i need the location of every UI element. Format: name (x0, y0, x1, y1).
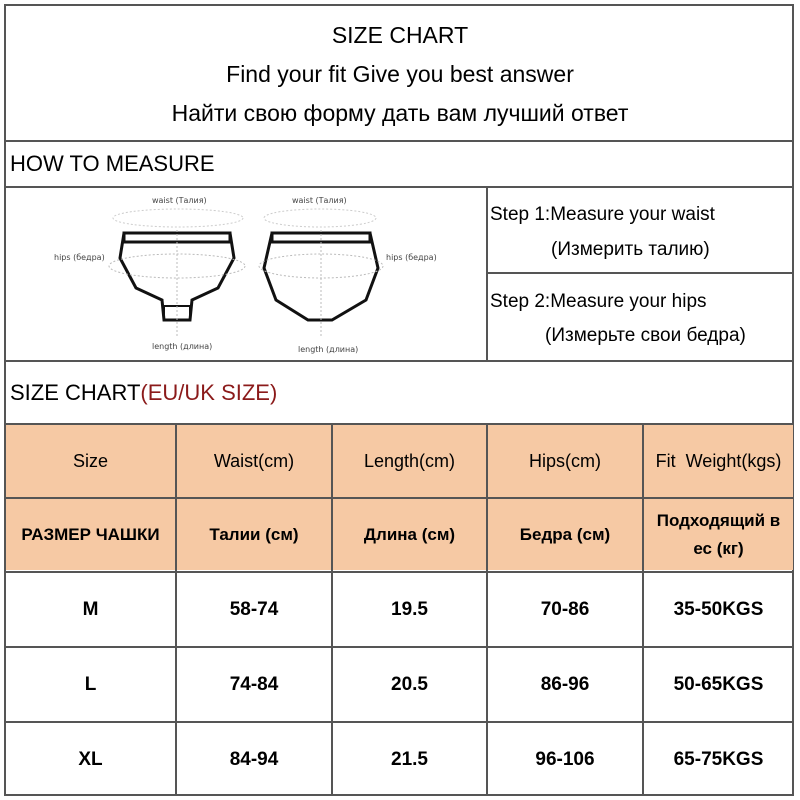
fit-weight-cell: 65-75KGS (673, 748, 764, 770)
column-header-fit-weight-ru: Подходящий в ес (кг) (656, 511, 781, 558)
column-header-waist: Waist(cm) (213, 450, 295, 471)
size-cell: XL (78, 748, 103, 770)
waist-cell: 74-84 (229, 673, 279, 695)
size-chart-heading (10, 380, 277, 406)
step-2-russian: (Измерьте свои бедра) (545, 325, 746, 346)
subtitle-english: Find your fit Give you best answer (226, 61, 574, 87)
column-header-length: Length(cm) (363, 450, 456, 471)
step-1-russian: (Измерить талию) (551, 239, 710, 260)
waist-label-left: waist (Талия) (152, 196, 207, 205)
waist-label-right: waist (Талия) (292, 196, 347, 205)
fit-weight-cell: 35-50KGS (673, 598, 764, 620)
hips-cell: 86-96 (540, 673, 590, 695)
length-cell: 21.5 (391, 748, 428, 770)
column-header-size: Size (72, 450, 108, 471)
length-label-left: length (длина) (152, 342, 213, 351)
how-to-measure-heading: HOW TO MEASURE (10, 151, 215, 176)
column-header-size-ru: РАЗМЕР ЧАШКИ (21, 525, 160, 544)
subtitle-russian: Найти свою форму дать вам лучший ответ (171, 100, 629, 126)
briefs-front-illustration (109, 209, 245, 338)
size-chart-heading-text: SIZE CHART (10, 380, 141, 405)
hips-label-left: hips (бедра) (54, 253, 105, 262)
step-2-english: Step 2:Measure your hips (490, 291, 707, 312)
length-label-right: length (длина) (298, 345, 359, 354)
hips-label-right: hips (бедра) (386, 253, 437, 262)
page-title: SIZE CHART (331, 22, 469, 48)
size-cell: M (82, 598, 99, 620)
length-cell: 20.5 (391, 673, 428, 695)
length-cell: 19.5 (391, 598, 428, 620)
measurement-diagram (40, 188, 470, 358)
size-chart-heading-accent: (EU/UK SIZE) (140, 380, 278, 405)
waist-cell: 84-94 (229, 748, 279, 770)
size-cell: L (84, 673, 97, 695)
column-header-waist-ru: Талии (см) (209, 525, 299, 544)
briefs-back-illustration (259, 209, 383, 338)
divider (486, 272, 794, 274)
step-1-english: Step 1:Measure your waist (490, 204, 715, 225)
divider (4, 140, 794, 142)
column-header-length-ru: Длина (см) (363, 525, 456, 544)
column-header-hips-ru: Бедра (см) (519, 525, 611, 544)
hips-cell: 96-106 (535, 748, 595, 770)
hips-cell: 70-86 (540, 598, 590, 620)
fit-weight-cell: 50-65KGS (673, 673, 764, 695)
column-header-hips: Hips(cm) (529, 450, 601, 471)
waist-cell: 58-74 (229, 598, 279, 620)
divider (4, 360, 794, 362)
column-header-fit-weight: Fit Weight(kgs) (655, 450, 782, 471)
